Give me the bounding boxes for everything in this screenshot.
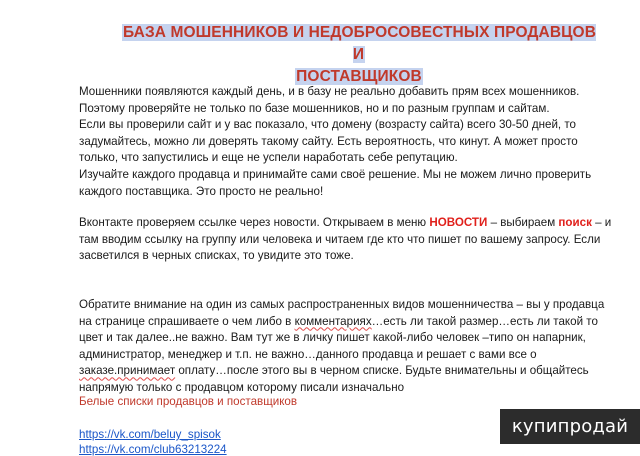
paragraph-line: Если вы проверили сайт и у вас показало, что домену (возрасту сайта) всего 30-50 дней, то [79, 118, 576, 132]
text-run: оплату…после этого вы в черном списке. Будьте внимательны и общайтесь [175, 364, 589, 378]
paragraph-line: каждого поставщика. Это просто не реально! [79, 184, 324, 198]
paragraph-warning [79, 84, 635, 200]
whitelist-link[interactable]: https://vk.com/beluy_spisok [79, 428, 221, 441]
text-run: …есть ли такой размер…есть ли такой то [371, 314, 598, 328]
paragraph-line: засветился в черных списках, то увидите это тоже. [79, 249, 354, 263]
paragraph-line: Обратите внимание на один из самых распространенных видов мошенничества – вы у продавца [79, 298, 605, 311]
title-line-2: ПОСТАВЩИКОВ [296, 68, 422, 85]
title-line-1: БАЗА МОШЕННИКОВ И НЕДОБРОСОВЕСТНЫХ ПРОДАВЦОВ И [123, 24, 597, 63]
paragraph-line [79, 363, 635, 380]
paragraph-line [79, 314, 635, 331]
underlined-word: комментариях [294, 314, 372, 328]
text-run: – и [591, 216, 612, 229]
whitelist-heading: Белые списки продавцов и поставщиков [79, 395, 298, 408]
paragraph-line: напрямую только с продавцом которому писали изначально [79, 380, 405, 394]
paragraph-fraud-scheme [79, 297, 635, 397]
underlined-word: заказе.принимает [79, 364, 176, 378]
text-run: – выбираем [487, 216, 559, 229]
paragraph-line: Поэтому проверяйте не только по базе мошенников, но и по разным группам и сайтам. [79, 101, 550, 115]
paragraph-line: Изучайте каждого продавца и принимайте сами своё решение. Мы не можем лично проверить [79, 167, 592, 181]
text-run: на странице спрашиваете о чем либо в [79, 314, 295, 328]
paragraph-line [79, 215, 635, 232]
paragraph-line: там вводим ссылку на группу или человека и читаем где кто что пишет по вашему запросу. Если [79, 232, 601, 246]
paragraph-line: Мошенники появляются каждый день, и в базу не реально добавить прям всех мошенников. [79, 85, 580, 98]
text-run: Вконтакте проверяем ссылке через новости. Открываем в меню [79, 216, 430, 229]
news-keyword: НОВОСТИ [429, 216, 488, 229]
watermark-logo: купипродай [500, 409, 640, 444]
paragraph-line: администратор, менеджер и т.п. не важно…данного продавца и решает с вами все о [79, 347, 537, 361]
paragraph-vk-check [79, 215, 635, 265]
whitelist-link[interactable]: https://vk.com/club63213224 [79, 443, 227, 456]
document-title [122, 22, 596, 88]
paragraph-line: задумайтесь, можно ли доверять такому сайту. Есть вероятность, что кинут. А может просто [79, 134, 578, 148]
paragraph-line: только, что запустились и еще не успели наработать себе репутацию. [79, 151, 458, 165]
paragraph-line: цвет и так далее..не важно. Вам тут же в личку пишет какой-либо человек –типо он напарник, [79, 331, 586, 345]
search-keyword: поиск [558, 216, 592, 229]
